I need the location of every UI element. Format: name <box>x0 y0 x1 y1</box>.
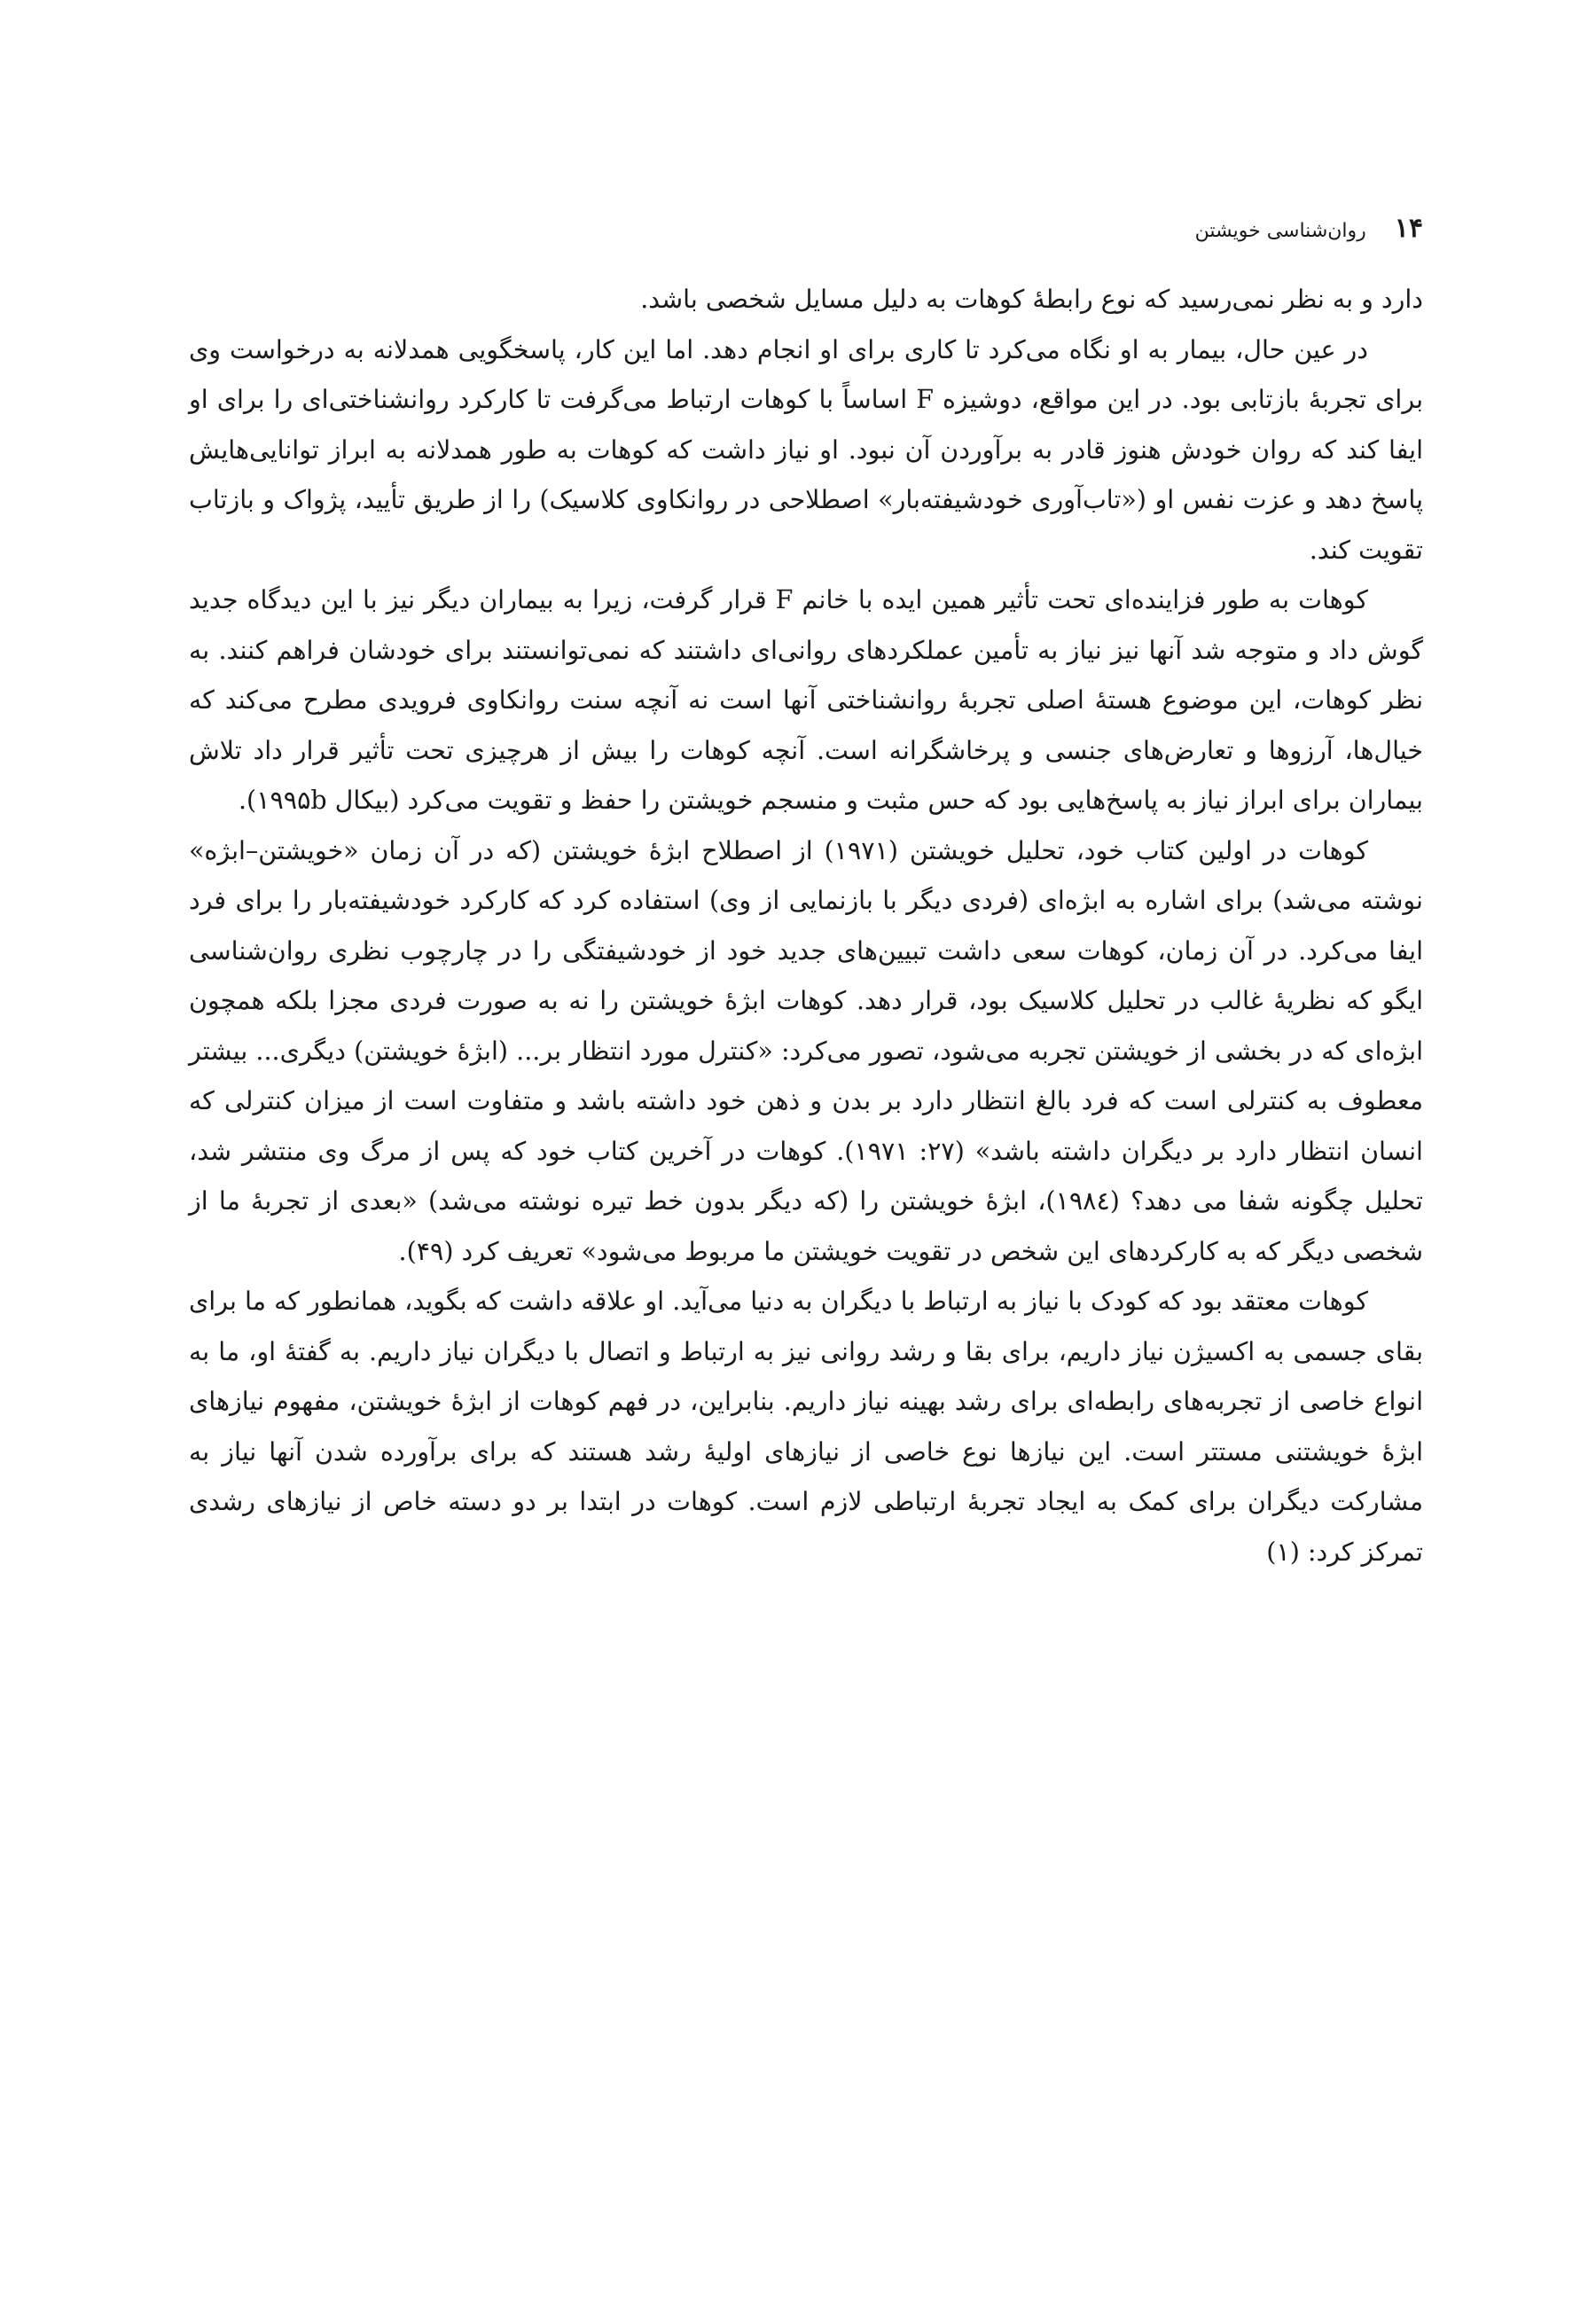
body-text <box>189 275 1423 1577</box>
running-header <box>189 213 1423 248</box>
book-page <box>189 213 1423 1577</box>
paragraph: کوهات معتقد بود که کودک با نیاز به ارتباط با دیگران به دنیا می‌آید. او علاقه داشت که بگوید، همانطور که ما برای بقای جسمی به اکسیژن نیاز داریم، برای بقا و رشد روانی نیز به ارتباط و اتصال با دیگران نیاز داریم. به گفتهٔ او، ما به انواع خاصی از تجربه‌های رابطه‌ای برای رشد بهینه نیاز داریم. بنابراین، در فهم کوهات از ابژهٔ خویشتن، مفهوم نیازهای ابژهٔ خویشتنی مستتر است. این نیازها نوع خاصی از نیازهای اولیهٔ رشد هستند که برای برآورده شدن آنها نیاز به مشارکت دیگران برای کمک به ایجاد تجربهٔ ارتباطی لازم است. کوهات در ابتدا بر دو دسته خاص از نیازهای رشدی تمرکز کرد: (۱) <box>189 1287 1423 1567</box>
paragraph: در عین حال، بیمار به او نگاه می‌کرد تا کاری برای او انجام دهد. اما این کار، پاسخگویی همدلانه به درخواست وی برای تجربهٔ بازتابی بود. در این مواقع، دوشیزه F اساساً با کوهات ارتباط می‌گرفت تا کارکرد روانشناختی‌ای را برای او ایفا کند که روان خودش هنوز قادر به برآوردن آن نبود. او نیاز داشت که کوهات به طور همدلانه به ابراز توانایی‌هایش پاسخ دهد و عزت نفس او («تاب‌آوری خودشیفته‌بار» اصطلاحی در روانکاوی کلاسیک) را از طریق تأیید، پژواک و بازتاب تقویت کند. <box>189 334 1424 565</box>
page-number: ۱۴ <box>1394 213 1423 244</box>
paragraph-continuation: دارد و به نظر نمی‌رسید که نوع رابطهٔ کوهات به دلیل مسایل شخصی باشد. <box>640 285 1423 314</box>
paragraph: کوهات در اولین کتاب خود، تحلیل خویشتن (۱۹۷۱) از اصطلاح ابژهٔ خویشتن (که در آن زمان «خویشتن–ابژه» نوشته می‌شد) برای اشاره به ابژه‌ای (فردی دیگر با بازنمایی از وی) استفاده کرد که کارکرد خودشیفته‌بار را برای فرد ایفا می‌کرد. در آن زمان، کوهات سعی داشت تبیین‌های جدید خود از خودشیفتگی را در چارچوب نظری روان‌شناسی ایگو که نظریهٔ غالب در تحلیل کلاسیک بود، قرار دهد. کوهات ابژهٔ خویشتن را نه به صورت فردی مجزا بلکه همچون ابژه‌ای که در بخشی از خویشتن تجربه می‌شود، تصور می‌کرد: «کنترل مورد انتظار بر... (ابژهٔ خویشتن) دیگری... بیشتر معطوف به کنترلی است که فرد بالغ انتظار دارد بر بدن و ذهن خود داشته باشد و متفاوت است از میزان کنترلی که انسان انتظار دارد بر دیگران داشته باشد» (۲۷: ۱۹۷۱). کوهات در آخرین کتاب خود که پس از مرگ وی منتشر شد، تحلیل چگونه شفا می دهد؟ (۱۹۸٤)، ابژهٔ خویشتن را (که دیگر بدون خط تیره نوشته می‌شد) «بعدی از تجربهٔ ما از شخصی دیگر که به کارکردهای این شخص در تقویت خویشتن ما مربوط می‌شود» تعریف کرد (۴۹). <box>189 835 1423 1266</box>
running-head-title: روان‌شناسی خویشتن <box>1194 220 1366 242</box>
paragraph: کوهات به طور فزاینده‌ای تحت تأثیر همین ایده با خانم F قرار گرفت، زیرا به بیماران دیگر نیز با این دیدگاه جدید گوش داد و متوجه شد آنها نیز نیاز به تأمین عملکردهای روانی‌ای داشتند که نمی‌توانستند برای خودشان فراهم کنند. به نظر کوهات، این موضوع هستهٔ اصلی تجربهٔ روانشناختی آنها است نه آنچه سنت روانکاوی فرویدی مطرح می‌کند که خیال‌ها، آرزوها و تعارض‌های جنسی و پرخاشگرانه است. آنچه کوهات را بیش از هرچیزی تحت تأثیر قرار داد تلاش بیماران برای ابراز نیاز به پاسخ‌هایی بود که حس مثبت و منسجم خویشتن را حفظ و تقویت می‌کرد (بیکال ۱۹۹۵b). <box>189 585 1423 815</box>
